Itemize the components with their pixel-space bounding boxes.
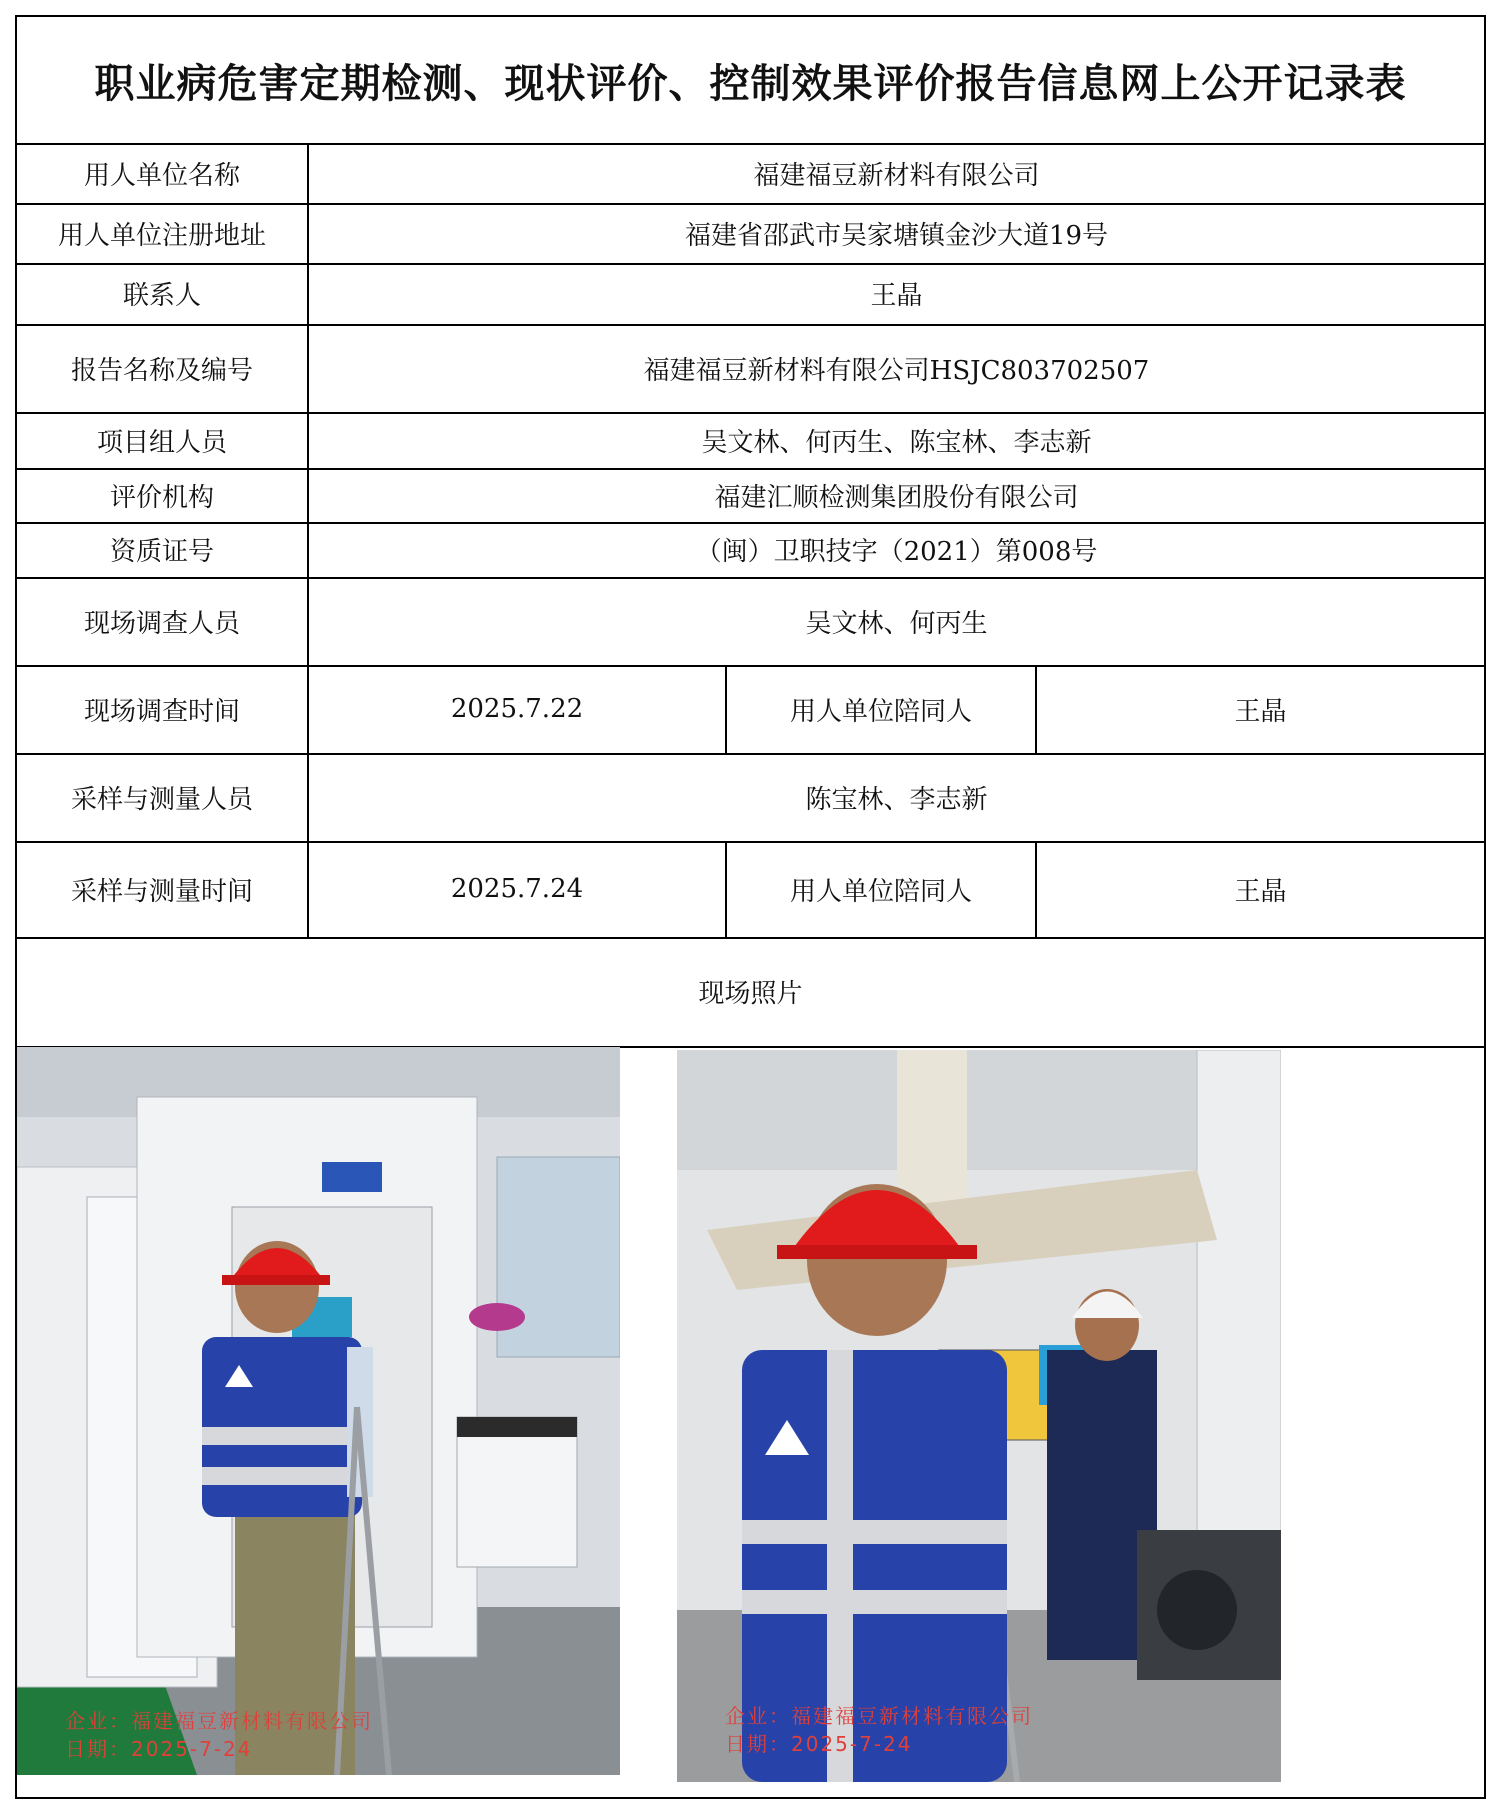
photo-watermark xyxy=(65,1707,373,1763)
qualification-number: （闽）卫职技字（2021）第008号 xyxy=(695,537,1098,567)
field-label: 报告名称及编号 xyxy=(17,324,309,412)
site-photo-2-image xyxy=(677,1050,1281,1782)
photo-watermark xyxy=(725,1702,1033,1758)
page-title: 职业病危害定期检测、现状评价、控制效果评价报告信息网上公开记录表 xyxy=(17,17,1484,145)
contact-person: 王晶 xyxy=(870,281,923,311)
table-row xyxy=(17,143,1484,205)
table-row xyxy=(17,324,1484,414)
watermark-date: 日期：2025-7-24 xyxy=(725,1732,913,1756)
sampling-companion: 王晶 xyxy=(1234,876,1287,907)
record-table xyxy=(15,15,1486,1799)
evaluation-agency: 福建汇顺检测集团股份有限公司 xyxy=(714,482,1079,513)
watermark-date: 日期：2025-7-24 xyxy=(65,1737,253,1761)
table-row xyxy=(17,753,1484,843)
table-row xyxy=(17,577,1484,667)
table-row xyxy=(17,522,1484,579)
field-label: 现场调查时间 xyxy=(17,665,309,753)
sampling-staff: 陈宝林、李志新 xyxy=(805,784,988,815)
table-row xyxy=(17,841,1484,939)
field-label: 资质证号 xyxy=(17,522,309,577)
employer-address: 福建省邵武市吴家塘镇金沙大道19号 xyxy=(684,220,1109,251)
photo-area xyxy=(17,1046,1484,1786)
table-row xyxy=(17,665,1484,755)
field-label: 评价机构 xyxy=(17,468,309,522)
field-label: 联系人 xyxy=(17,263,309,324)
site-photo-1-image xyxy=(17,1047,620,1775)
watermark-company: 企业：福建福豆新材料有限公司 xyxy=(725,1704,1033,1728)
table-row xyxy=(17,263,1484,326)
table-row xyxy=(17,412,1484,470)
table-row xyxy=(17,468,1484,524)
field-label: 现场调查人员 xyxy=(17,577,309,665)
field-label: 采样与测量时间 xyxy=(17,841,309,937)
photos-heading: 现场照片 xyxy=(17,937,1484,1048)
field-label: 用人单位陪同人 xyxy=(727,665,1037,753)
report-name-number: 福建福豆新材料有限公司HSJC803702507 xyxy=(643,355,1150,386)
field-label: 用人单位名称 xyxy=(17,143,309,203)
survey-date: 2025.7.22 xyxy=(309,665,727,753)
survey-staff: 吴文林、何丙生 xyxy=(805,608,988,639)
field-label: 项目组人员 xyxy=(17,412,309,468)
field-label: 用人单位注册地址 xyxy=(17,203,309,263)
employer-name: 福建福豆新材料有限公司 xyxy=(753,160,1040,191)
field-label: 采样与测量人员 xyxy=(17,753,309,841)
field-label: 用人单位陪同人 xyxy=(727,841,1037,937)
sampling-date: 2025.7.24 xyxy=(309,841,727,937)
site-photo-2 xyxy=(677,1050,1281,1782)
project-team: 吴文林、何丙生、陈宝林、李志新 xyxy=(701,427,1092,458)
watermark-company: 企业：福建福豆新材料有限公司 xyxy=(65,1709,373,1733)
survey-companion: 王晶 xyxy=(1234,696,1287,727)
site-photo-1 xyxy=(17,1047,620,1775)
table-row xyxy=(17,203,1484,265)
